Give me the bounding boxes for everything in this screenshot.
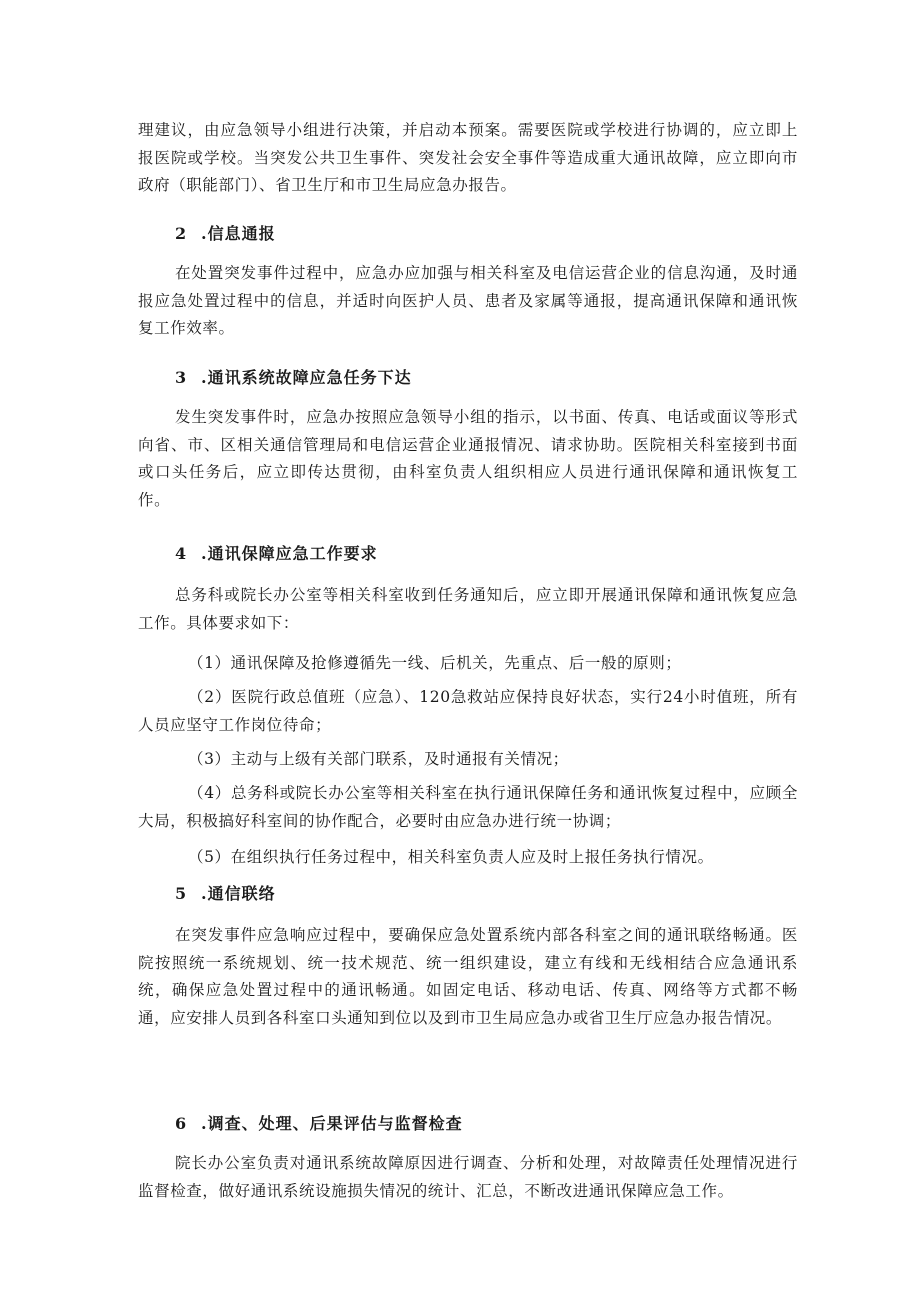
section-title: .通讯保障应急工作要求 [201, 544, 378, 563]
section-5-paragraph: 在突发事件应急响应过程中，要确保应急处置系统内部各科室之间的通讯联络畅通。医院按照统一系统规划、统一技术规范、统一组织建设，建立有线和无线相结合应急通讯系统，确保应急处置过程中的通讯畅通。如固定电话、移动电话、传真、网络等方式都不畅通，应安排人员到各科室口头通知到位以及到市卫生局应急办或省卫生厅应急办报告情况。 [138, 926, 798, 1027]
requirement-item-2: （2）医院行政总值班（应急）、120急救站应保持良好状态，实行24小时值班，所有人员应坚守工作岗位待命； [138, 688, 798, 734]
section-heading-6 [175, 1112, 795, 1136]
section-number: 5 [175, 884, 188, 903]
requirement-item-3: （3）主动与上级有关部门联系，及时通报有关情况； [188, 750, 569, 768]
section-number: 2 [175, 224, 188, 243]
section-title: .通讯系统故障应急任务下达 [201, 368, 412, 387]
section-title: .信息通报 [201, 224, 276, 243]
section-4-paragraph: 总务科或院长办公室等相关科室收到任务通知后，应立即开展通讯保障和通讯恢复应急工作。具体要求如下： [138, 586, 798, 632]
section-number: 4 [175, 544, 188, 563]
section-heading-2 [175, 222, 795, 246]
section-number: 6 [175, 1114, 188, 1133]
section-title: .通信联络 [201, 884, 276, 903]
section-number: 3 [175, 368, 188, 387]
section-2-paragraph: 在处置突发事件过程中，应急办应加强与相关科室及电信运营企业的信息沟通，及时通报应急处置过程中的信息，并适时向医护人员、患者及家属等通报，提高通讯保障和通讯恢复工作效率。 [138, 264, 798, 337]
section-6-paragraph: 院长办公室负责对通讯系统故障原因进行调查、分析和处理，对故障责任处理情况进行监督检查，做好通讯系统设施损失情况的统计、汇总，不断改进通讯保障应急工作。 [138, 1154, 798, 1200]
section-title: .调查、处理、后果评估与监督检查 [201, 1114, 463, 1133]
section-heading-5 [175, 882, 795, 906]
section-3-paragraph: 发生突发事件时，应急办按照应急领导小组的指示，以书面、传真、电话或面议等形式向省、市、区相关通信管理局和电信运营企业通报情况、请求协助。医院相关科室接到书面或口头任务后，应立即传达贯彻，由科室负责人组织相应人员进行通讯保障和通讯恢复工作。 [138, 408, 798, 509]
section-heading-3 [175, 366, 795, 390]
requirement-item-4: （4）总务科或院长办公室等相关科室在执行通讯保障任务和通讯恢复过程中，应顾全大局，积极搞好科室间的协作配合，必要时由应急办进行统一协调； [138, 784, 798, 830]
intro-paragraph: 理建议，由应急领导小组进行决策，并启动本预案。需要医院或学校进行协调的，应立即上报医院或学校。当突发公共卫生事件、突发社会安全事件等造成重大通讯故障，应立即向市政府（职能部门）、省卫生厅和市卫生局应急办报告。 [138, 121, 798, 194]
requirement-item-1: （1）通讯保障及抢修遵循先一线、后机关，先重点、后一般的原则； [188, 654, 682, 672]
requirement-item-5: （5）在组织执行任务过程中，相关科室负责人应及时上报任务执行情况。 [188, 848, 714, 866]
section-heading-4 [175, 542, 795, 566]
